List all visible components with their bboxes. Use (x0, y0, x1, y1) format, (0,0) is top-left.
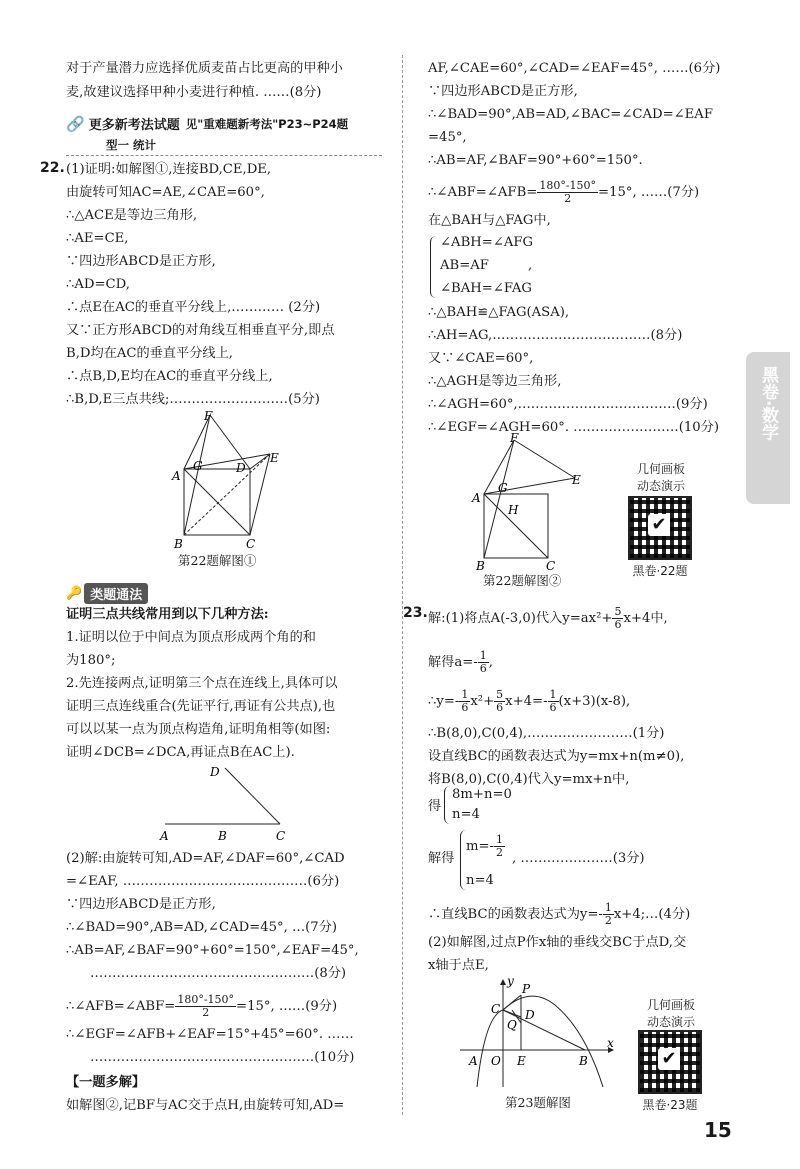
text-line: 为180°; (66, 653, 116, 668)
label-a: A (472, 491, 481, 505)
denominator: 6 (461, 701, 469, 714)
text-span: 解:(1)将点A(-3,0)代入y=ax²+ (428, 611, 613, 626)
text-line: 1.证明以位于中间点为顶点形成两个角的和 (66, 630, 316, 645)
text-span: x+4=- (505, 694, 548, 709)
label-a: A (172, 469, 181, 483)
text-line: 麦,故建议选择甲种小麦进行种植. ……(8分) (66, 85, 322, 100)
label-b: B (579, 1054, 588, 1068)
figure-22-1 (160, 410, 290, 550)
text-line: ……………………………………………(8分) (90, 966, 347, 981)
link-icon: 🔗 (66, 114, 85, 133)
side-tab-label: 黑卷·数学 (758, 366, 778, 441)
text-line: n=4 (452, 807, 480, 822)
figure-23 (455, 975, 620, 1093)
text-line: ∵四边形ABCD是正方形, (66, 897, 216, 912)
text-line: ∴∠AGH=60°,………………………………(9分) (428, 397, 708, 412)
text-line: ∵四边形ABCD是正方形, (66, 254, 216, 269)
text-line: B,D均在AC的垂直平分线上, (66, 346, 233, 361)
qr-code-23[interactable] (638, 1030, 702, 1094)
denominator: 6 (479, 662, 487, 675)
tip-figure (150, 760, 300, 845)
numerator: 1 (496, 833, 504, 846)
denominator: 2 (202, 1006, 210, 1019)
label-b: B (174, 537, 183, 550)
text-line: 如解图②,记BF与AC交于点H,由旋转可知,AD= (66, 1098, 345, 1113)
text-line: ……………………………………………(10分) (90, 1050, 355, 1065)
text-line: ∴△BAH≌△FAG(ASA), (428, 305, 570, 320)
text-line (428, 180, 699, 205)
denominator: 6 (496, 701, 504, 714)
text-line: 证明三点共线常用到以下几种方法: (66, 607, 269, 622)
page-number: 15 (704, 1118, 732, 1142)
text-line: x轴于点E, (428, 958, 489, 973)
more-questions-banner (66, 114, 348, 133)
figure-caption: 第23题解图 (505, 1095, 571, 1110)
text-line (466, 834, 505, 859)
question-number: 22. (40, 160, 65, 176)
text-line: 证明三点连线重合(先证平行,再证有公共点),也 (66, 699, 336, 714)
label-h: H (508, 503, 519, 517)
qr-title-line: 动态演示 (636, 479, 685, 493)
label-d: D (210, 765, 220, 779)
divider (66, 155, 382, 156)
text-line: ∴AE=CE, (66, 231, 129, 246)
text-line: (2)解:由旋转可知,AD=AF,∠DAF=60°,∠CAD (66, 851, 345, 866)
brace (430, 236, 437, 298)
tip-badge: 类题通法 (84, 583, 148, 604)
text-line (428, 650, 493, 675)
text-line: ∵四边形ABCD是正方形, (428, 84, 578, 99)
text-line: 在△BAH与△FAG中, (428, 213, 551, 228)
question-number: 23. (403, 605, 428, 621)
numerator: 180°-150° (177, 993, 235, 1006)
denominator: 2 (564, 192, 572, 205)
qr-title (636, 996, 706, 1030)
label-c: C (546, 559, 556, 572)
label-e: E (270, 451, 279, 465)
text-line: 得 (428, 799, 442, 814)
denominator: 2 (496, 846, 504, 859)
text-line: ∴∠EGF=∠AGH=60°. ……………………(10分) (428, 420, 719, 435)
qr-title-line: 动态演示 (646, 1015, 695, 1029)
banner-title: 更多新考法试题 (88, 118, 180, 133)
figure-22-2 (470, 432, 600, 572)
text-line: ∠BAH=∠FAG (440, 281, 532, 296)
label-y: y (507, 975, 514, 988)
label-b: B (476, 559, 485, 572)
brace (444, 786, 451, 824)
label-f: F (204, 410, 213, 423)
text-line: ∴B,D,E三点共线;………………………(5分) (66, 392, 320, 407)
text-line (428, 902, 690, 927)
fraction (494, 834, 505, 859)
numerator: 5 (614, 605, 622, 618)
text-line (428, 606, 668, 631)
label-c: C (246, 537, 256, 550)
text-span: , (488, 655, 493, 670)
check-icon: ✔ (648, 514, 670, 536)
text-line: 8m+n=0 (452, 787, 512, 802)
figure-caption: 第22题解图② (483, 573, 562, 588)
text-span: =15°, ……(7分) (598, 185, 700, 200)
qr-title (626, 460, 696, 494)
numerator: 1 (479, 649, 487, 662)
label-g: G (193, 459, 203, 473)
text-line: AB=AF (440, 258, 489, 273)
text-line: =∠EAF, ……………………………………(6分) (66, 874, 340, 889)
key-icon: 🔑 (66, 586, 83, 601)
label-d: D (525, 1008, 535, 1022)
text-line: , …………………(3分) (512, 851, 645, 866)
denominator: 6 (549, 701, 557, 714)
text-line: 解得 (428, 851, 455, 866)
fraction (603, 902, 614, 927)
text-line: ∴B(8,0),C(0,4),……………………(1分) (428, 726, 665, 741)
qr-code-22[interactable] (628, 496, 692, 560)
label-e: E (517, 1054, 526, 1068)
qr-title-line: 几何画板 (636, 462, 685, 476)
qr-label: 黑卷·23题 (642, 1098, 698, 1112)
text-line: 由旋转可知AC=AE,∠CAE=60°, (66, 185, 265, 200)
fraction (537, 180, 598, 205)
fraction (175, 994, 236, 1019)
label-f: F (510, 432, 519, 445)
fraction (494, 689, 505, 714)
text-line: 又∵正方形ABCD的对角线互相垂直平分,即点 (66, 323, 335, 338)
text-line: ∠ABH=∠AFG (440, 235, 534, 250)
text-line: 对于产量潜力应选择优质麦苗占比更高的甲种小 (66, 61, 343, 76)
label-c: C (491, 1002, 501, 1016)
text-line: 2.先连接两点,证明第三个点在连线上,具体可以 (66, 676, 338, 691)
text-line: (1)证明:如解图①,连接BD,CE,DE, (66, 162, 272, 177)
text-line: ∴∠BAD=90°,AB=AD,∠CAD=45°, …(7分) (66, 920, 338, 935)
tip-heading (66, 583, 148, 604)
text-span: ∴y=- (428, 694, 460, 709)
text-span: x+4;…(4分) (613, 907, 691, 922)
text-span: ∴∠AFB=∠ABF= (66, 999, 176, 1014)
numerator: 1 (461, 688, 469, 701)
banner-ref: 见"重难题新考法"P23~P24题 (185, 116, 349, 131)
text-line: ∴△ACE是等边三角形, (66, 208, 198, 223)
label-q: Q (507, 1018, 517, 1032)
label-p: P (522, 982, 531, 996)
denominator: 2 (604, 914, 612, 927)
text-line: AF,∠CAE=60°,∠CAD=∠EAF=45°, ……(6分) (428, 61, 721, 76)
numerator: 5 (496, 688, 504, 701)
denominator: 6 (614, 618, 622, 631)
qr-label: 黑卷·22题 (632, 564, 688, 578)
text-line: ∴∠EGF=∠AFB+∠EAF=15°+45°=60°. …… (66, 1027, 354, 1042)
text-span: x+4中, (623, 611, 668, 626)
text-line: 可以以某一点为顶点构造角,证明角相等(如图: (66, 722, 331, 737)
segment-fb (184, 415, 210, 535)
text-line (428, 689, 630, 714)
label-c: C (276, 829, 286, 843)
fraction (548, 689, 559, 714)
text-line: 又∵∠CAE=60°, (428, 351, 534, 366)
figure-caption: 第22题解图① (178, 553, 257, 568)
segment-ac (184, 469, 250, 535)
banner-sub: 型一 统计 (106, 138, 157, 152)
text-line: ∴点B,D,E均在AC的垂直平分线上, (66, 369, 273, 384)
text-line: (2)如解图,过点P作x轴的垂线交BC于点D,交 (428, 935, 687, 950)
numerator: 1 (604, 901, 612, 914)
text-span: x²+ (470, 694, 495, 709)
label-d: D (236, 461, 246, 475)
text-line: ∴AB=AF,∠BAF=90°+60°=150°,∠EAF=45°, (66, 943, 359, 958)
text-line: ∴AD=CD, (66, 277, 130, 292)
text-line: =45°, (428, 130, 467, 145)
text-span: 解得a=- (428, 655, 478, 670)
column-divider (402, 55, 403, 1115)
text-span: ∴直线BC的函数表达式为y=- (428, 907, 603, 922)
numerator: 1 (549, 688, 557, 701)
fraction (478, 650, 489, 675)
label-g: G (498, 481, 508, 495)
text-line: n=4 (466, 873, 494, 888)
text-span: =15°, ……(9分) (236, 999, 338, 1014)
subject-side-tab (746, 352, 790, 504)
label-b: B (218, 829, 227, 843)
text-line: , (528, 258, 533, 273)
text-line: 设直线BC的函数表达式为y=mx+n(m≠0), (428, 749, 685, 764)
check-icon: ✔ (658, 1048, 680, 1070)
text-span: (x+3)(x-8), (558, 694, 631, 709)
fraction (612, 606, 623, 631)
text-line: 证明∠DCB=∠DCA,再证点B在AC上). (66, 745, 295, 760)
label-e: E (572, 473, 581, 487)
text-line: ∴AB=AF,∠BAF=90°+60°=150°. (428, 153, 643, 168)
text-line: 【一题多解】 (66, 1075, 146, 1090)
text-span: m=- (466, 839, 495, 854)
label-x: x (607, 1036, 614, 1050)
text-line: ∴△AGH是等边三角形, (428, 374, 562, 389)
text-line: ∴AH=AG,………………………………(8分) (428, 328, 683, 343)
fraction (459, 689, 470, 714)
text-span: ∴∠ABF=∠AFB= (428, 185, 538, 200)
label-o: O (491, 1054, 501, 1068)
qr-title-line: 几何画板 (646, 998, 695, 1012)
label-a: A (469, 1054, 478, 1068)
numerator: 180°-150° (539, 179, 597, 192)
text-line: ∴∠BAD=90°,AB=AD,∠BAC=∠CAD=∠EAF (428, 107, 713, 122)
text-line: ∴点E在AC的垂直平分线上,………… (2分) (66, 300, 321, 315)
text-line: 将B(8,0),C(0,4)代入y=mx+n中, (428, 772, 630, 787)
text-line (66, 994, 337, 1019)
label-a: A (160, 829, 169, 843)
